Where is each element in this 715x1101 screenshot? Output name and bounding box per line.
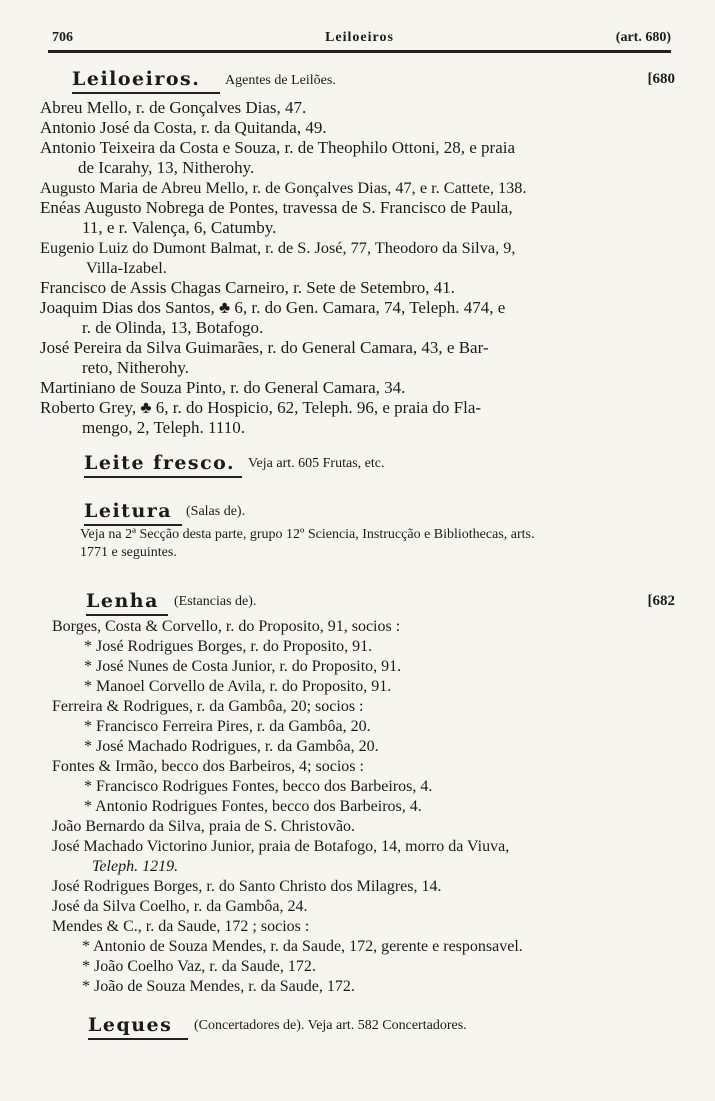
section-subtitle: Veja art. 605 Frutas, etc. [248, 456, 385, 471]
list-item: * Francisco Rodrigues Fontes, becco dos Barbeiros, 4. [84, 778, 433, 795]
section-title: Lenha [86, 590, 159, 612]
list-item: Abreu Mello, r. de Gonçalves Dias, 47. [40, 98, 307, 117]
page-number: 706 [52, 30, 73, 45]
list-item: Fontes & Irmão, becco dos Barbeiros, 4; socios : [52, 758, 364, 775]
list-item: Martiniano de Souza Pinto, r. do General Camara, 34. [40, 378, 406, 397]
section-title: Leques [88, 1014, 173, 1036]
list-item: João Bernardo da Silva, praia de S. Christovão. [52, 818, 356, 835]
section-number: [680 [647, 71, 675, 87]
list-item: * José Nunes de Costa Junior, r. do Proposito, 91. [84, 658, 402, 675]
section-title: Leitura [84, 500, 173, 522]
list-item: Joaquim Dias dos Santos, ♣ 6, r. do Gen. Camara, 74, Teleph. 474, e r. de Olinda, 13, Botafogo. [40, 298, 506, 337]
list-item: José da Silva Coelho, r. da Gambôa, 24. [52, 898, 308, 915]
list-item: Eugenio Luiz do Dumont Balmat, r. de S. José, 77, Theodoro da Silva, 9, Villa-Izabel. [40, 238, 516, 277]
section-title: Leiloeiros. [72, 68, 201, 90]
list-item: Borges, Costa & Corvello, r. do Proposito, 91, socios : [52, 618, 401, 635]
list-item: * João de Souza Mendes, r. da Saude, 172. [82, 978, 355, 995]
list-item: * João Coelho Vaz, r. da Saude, 172. [82, 958, 316, 975]
article-ref: (art. 680) [615, 30, 671, 45]
list-item: Augusto Maria de Abreu Mello, r. de Gonçalves Dias, 47, e r. Cattete, 138. [40, 178, 527, 197]
section-subtitle: Agentes de Leilões. [225, 73, 336, 88]
list-item: * Manoel Corvello de Avila, r. do Proposito, 91. [84, 678, 392, 695]
list-item: Roberto Grey, ♣ 6, r. do Hospicio, 62, Teleph. 96, e praia do Fla- mengo, 2, Teleph. 1110. [40, 398, 482, 437]
list-item: José Pereira da Silva Guimarães, r. do General Camara, 43, e Bar- reto, Nitherohy. [40, 338, 489, 377]
section-subtitle: (Concertadores de). Veja art. 582 Concertadores. [194, 1018, 467, 1033]
list-item: Antonio José da Costa, r. da Quitanda, 49. [40, 118, 327, 137]
page-title: Leiloeiros [325, 30, 394, 45]
section-title: Leite fresco. [84, 452, 236, 474]
section-lenha [0, 590, 715, 614]
section-subtitle: (Salas de). [186, 504, 246, 519]
section-leques [0, 1014, 715, 1038]
running-head [48, 30, 671, 50]
list-item: * Antonio Rodrigues Fontes, becco dos Barbeiros, 4. [84, 798, 422, 815]
list-item: * Francisco Ferreira Pires, r. da Gambôa, 20. [84, 718, 371, 735]
section-underline [84, 476, 242, 478]
section-leite-fresco [0, 452, 715, 476]
list-item: Antonio Teixeira da Costa e Souza, r. de Theophilo Ottoni, 28, e praia de Icarahy, 13, Nitherohy. [40, 138, 516, 177]
list-item: * Antonio de Souza Mendes, r. da Saude, 172, gerente e responsavel. [82, 938, 523, 955]
header-rule [48, 50, 671, 53]
list-item: Teleph. 1219. [92, 858, 179, 875]
section-underline [88, 1038, 188, 1040]
cross-reference-note: Veja na 2ª Secção desta parte, grupo 12º Sciencia, Instrucção e Bibliothecas, arts. 1771 e seguintes. [80, 527, 535, 560]
list-item: * José Rodrigues Borges, r. do Proposito, 91. [84, 638, 373, 655]
list-item: Francisco de Assis Chagas Carneiro, r. Sete de Setembro, 41. [40, 278, 456, 297]
section-number: [682 [647, 593, 675, 609]
list-item: José Machado Victorino Junior, praia de Botafogo, 14, morro da Viuva, [52, 838, 510, 855]
list-item: * José Machado Rodrigues, r. da Gambôa, 20. [84, 738, 379, 755]
section-subtitle: (Estancias de). [174, 594, 257, 609]
section-leiloeiros [0, 68, 715, 92]
list-item: Mendes & C., r. da Saude, 172 ; socios : [52, 918, 310, 935]
list-item: Enéas Augusto Nobrega de Pontes, travessa de S. Francisco de Paula, 11, e r. Valença, 6, Catumby. [40, 198, 513, 237]
section-leitura [0, 500, 715, 524]
section-underline [72, 92, 220, 94]
list-item: José Rodrigues Borges, r. do Santo Christo dos Milagres, 14. [52, 878, 442, 895]
section-underline [86, 614, 168, 616]
list-item: Ferreira & Rodrigues, r. da Gambôa, 20; socios : [52, 698, 364, 715]
